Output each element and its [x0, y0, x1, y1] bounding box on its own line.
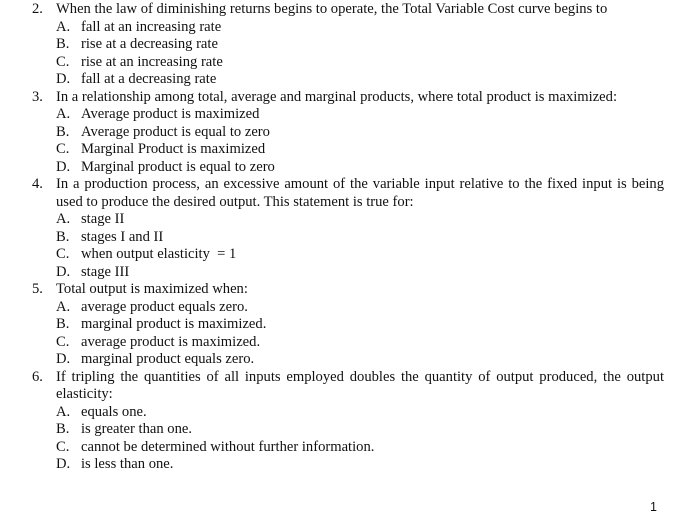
question-number: 4.: [32, 176, 43, 192]
question-text: When the law of diminishing returns begins to operate, the Total Variable Cost curve begins to: [56, 1, 608, 17]
option-text: fall at an increasing rate: [81, 18, 222, 35]
option-a: [56, 211, 664, 229]
option-c: [56, 246, 664, 264]
question-2: [32, 1, 664, 89]
option-text: marginal product equals zero.: [81, 351, 255, 367]
question-text: Total output is maximized when:: [56, 281, 248, 297]
option-b: [56, 421, 664, 439]
option-letter: C.: [56, 141, 70, 157]
option-a: [56, 404, 664, 422]
option-c: [56, 141, 664, 159]
option-letter: D.: [56, 71, 71, 87]
option-text: Marginal product is equal to zero: [81, 158, 275, 175]
option-text: marginal product is maximized.: [81, 316, 267, 332]
option-letter: A.: [56, 18, 71, 35]
option-d: [56, 264, 664, 282]
option-text: Marginal Product is maximized: [81, 141, 266, 157]
option-d: [56, 159, 664, 177]
option-text: equals one.: [81, 403, 147, 420]
question-number: 5.: [32, 281, 43, 297]
option-list: [56, 404, 664, 474]
question-number: 3.: [32, 88, 43, 105]
option-letter: D.: [56, 456, 71, 472]
option-letter: B.: [56, 421, 70, 437]
option-letter: A.: [56, 211, 71, 227]
option-letter: A.: [56, 298, 71, 315]
option-letter: D.: [56, 158, 71, 175]
option-letter: A.: [56, 403, 71, 420]
option-b: [56, 316, 664, 334]
option-d: [56, 351, 664, 369]
option-list: [56, 211, 664, 281]
option-text: fall at a decreasing rate: [81, 71, 217, 87]
option-text: rise at an increasing rate: [81, 53, 223, 70]
option-letter: B.: [56, 228, 70, 245]
option-b: [56, 36, 664, 54]
option-text: Average product is maximized: [81, 106, 260, 122]
option-text: stages I and II: [81, 228, 164, 245]
option-a: [56, 19, 664, 37]
option-letter: B.: [56, 36, 70, 52]
question-4: [32, 176, 664, 281]
option-letter: B.: [56, 316, 70, 332]
question-3: [32, 89, 664, 177]
question-number: 2.: [32, 1, 43, 17]
question-text: In a production process, an excessive amount of the variable input relative to the fixed input is being used to produce the desired output. This statement is true for:: [56, 176, 664, 210]
option-text: is greater than one.: [81, 421, 193, 437]
option-letter: C.: [56, 438, 70, 455]
option-text: stage II: [81, 211, 125, 227]
option-b: [56, 229, 664, 247]
option-text: Average product is equal to zero: [81, 123, 270, 140]
question-number: 6.: [32, 368, 43, 385]
option-b: [56, 124, 664, 142]
option-c: [56, 54, 664, 72]
question-5: [32, 281, 664, 369]
option-a: [56, 106, 664, 124]
option-c: [56, 439, 664, 457]
option-a: [56, 299, 664, 317]
option-text: cannot be determined without further information.: [81, 438, 375, 455]
option-list: [56, 19, 664, 89]
option-d: [56, 456, 664, 474]
option-d: [56, 71, 664, 89]
question-6: [32, 369, 664, 474]
option-text: rise at a decreasing rate: [81, 36, 218, 52]
option-letter: C.: [56, 53, 70, 70]
option-text: average product equals zero.: [81, 298, 248, 315]
option-text: is less than one.: [81, 456, 174, 472]
option-text: average product is maximized.: [81, 333, 261, 350]
option-text: stage III: [81, 263, 130, 280]
option-c: [56, 334, 664, 352]
option-text: when output elasticity = 1: [81, 246, 237, 262]
question-text: If tripling the quantities of all inputs employed doubles the quantity of output produced, the output elasticity:: [56, 368, 664, 402]
question-text: In a relationship among total, average and marginal products, where total product is maximized:: [56, 88, 618, 105]
option-letter: B.: [56, 123, 70, 140]
option-letter: C.: [56, 246, 70, 262]
page-number: 1: [650, 500, 657, 514]
option-list: [56, 106, 664, 176]
option-letter: D.: [56, 263, 71, 280]
option-letter: D.: [56, 351, 71, 367]
option-letter: C.: [56, 333, 70, 350]
option-letter: A.: [56, 106, 71, 122]
option-list: [56, 299, 664, 369]
question-list: [32, 1, 664, 474]
